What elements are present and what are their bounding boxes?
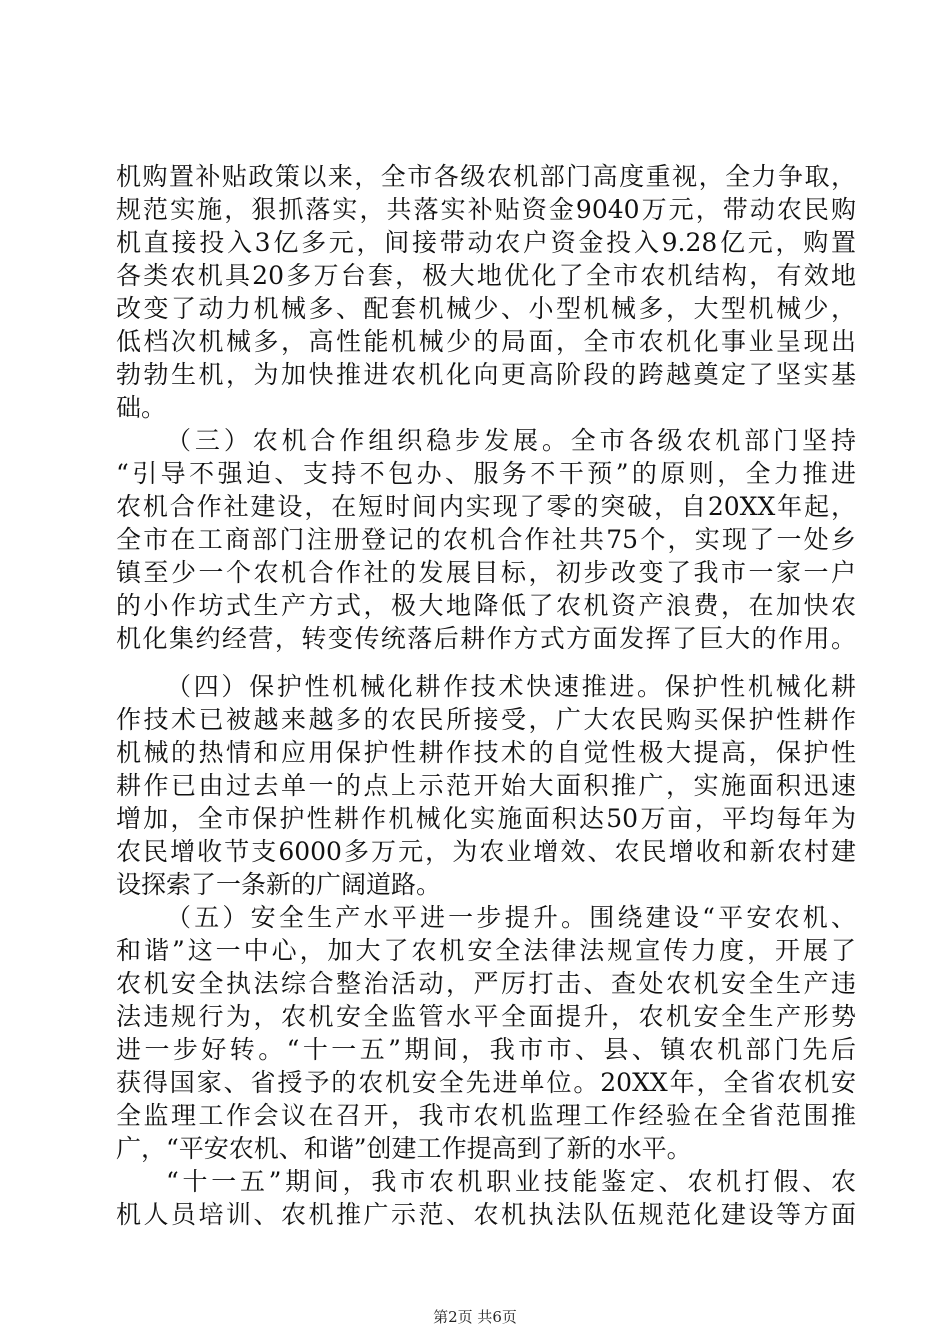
text-line: （三）农机合作组织稳步发展。全市各级农机部门坚持 bbox=[166, 426, 856, 455]
text-line: 全市在工商部门注册登记的农机合作社共75个，实现了一处乡 bbox=[116, 525, 856, 554]
text-line: 农民增收节支6000多万元，为农业增效、农民增收和新农村建 bbox=[116, 837, 856, 866]
text-line: 广，“平安农机、和谐”创建工作提高到了新的水平。 bbox=[116, 1134, 692, 1163]
paragraph-five-year-plan bbox=[116, 1165, 856, 1231]
document-body bbox=[116, 160, 856, 1231]
text-line: 设探索了一条新的广阔道路。 bbox=[116, 870, 442, 899]
text-line: 作技术已被越来越多的农民所接受，广大农民购买保护性耕作 bbox=[116, 705, 856, 734]
text-line: 低档次机械多，高性能机械少的局面，全市农机化事业呈现出 bbox=[116, 327, 856, 356]
paragraph-subsidy bbox=[116, 160, 856, 424]
text-line: 各类农机具20多万台套，极大地优化了全市农机结构，有效地 bbox=[116, 261, 856, 290]
text-line: “引导不强迫、支持不包办、服务不干预”的原则，全力推进 bbox=[116, 459, 856, 488]
text-line: （四）保护性机械化耕作技术快速推进。保护性机械化耕 bbox=[166, 672, 856, 701]
text-line: （五）安全生产水平进一步提升。围绕建设“平安农机、 bbox=[166, 903, 856, 932]
page-footer: 第2页 共6页 bbox=[433, 1308, 517, 1326]
text-line: 础。 bbox=[116, 393, 167, 422]
paragraph-conservation-tillage bbox=[116, 670, 856, 901]
paragraph-gap bbox=[116, 655, 856, 670]
text-line: 的小作坊式生产方式，极大地降低了农机资产浪费，在加快农 bbox=[116, 591, 856, 620]
text-line: 机直接投入3亿多元，间接带动农户资金投入9.28亿元，购置 bbox=[116, 228, 856, 257]
text-line: 法违规行为，农机安全监管水平全面提升，农机安全生产形势 bbox=[116, 1002, 856, 1031]
text-line: 和谐”这一中心，加大了农机安全法律法规宣传力度，开展了 bbox=[116, 936, 856, 965]
text-line: 全监理工作会议在召开，我市农机监理工作经验在全省范围推 bbox=[116, 1101, 856, 1130]
text-line: 进一步好转。“十一五”期间，我市市、县、镇农机部门先后 bbox=[116, 1035, 856, 1064]
text-line: 机人员培训、农机推广示范、农机执法队伍规范化建设等方面 bbox=[116, 1200, 856, 1229]
text-line: 机购置补贴政策以来，全市各级农机部门高度重视，全力争取， bbox=[116, 162, 856, 191]
text-line: 农机合作社建设，在短时间内实现了零的突破，自20XX年起， bbox=[116, 492, 856, 521]
text-line: 机械的热情和应用保护性耕作技术的自觉性极大提高，保护性 bbox=[116, 738, 856, 767]
text-line: 镇至少一个农机合作社的发展目标，初步改变了我市一家一户 bbox=[116, 558, 856, 587]
paragraph-cooperatives bbox=[116, 424, 856, 655]
text-line: 规范实施，狠抓落实，共落实补贴资金9040万元，带动农民购 bbox=[116, 195, 856, 224]
text-line: 增加，全市保护性耕作机械化实施面积达50万亩，平均每年为 bbox=[116, 804, 856, 833]
text-line: 改变了动力机械多、配套机械少、小型机械多，大型机械少， bbox=[116, 294, 856, 323]
text-line: 农机安全执法综合整治活动，严厉打击、查处农机安全生产违 bbox=[116, 969, 856, 998]
paragraph-safety bbox=[116, 901, 856, 1165]
text-line: 耕作已由过去单一的点上示范开始大面积推广，实施面积迅速 bbox=[116, 771, 856, 800]
text-line: 获得国家、省授予的农机安全先进单位。20XX年，全省农机安 bbox=[116, 1068, 856, 1097]
text-line: 勃勃生机，为加快推进农机化向更高阶段的跨越奠定了坚实基 bbox=[116, 360, 856, 389]
text-line: 机化集约经营，转变传统落后耕作方式方面发挥了巨大的作用。 bbox=[116, 624, 856, 653]
text-line: “十一五”期间，我市农机职业技能鉴定、农机打假、农 bbox=[166, 1167, 856, 1196]
